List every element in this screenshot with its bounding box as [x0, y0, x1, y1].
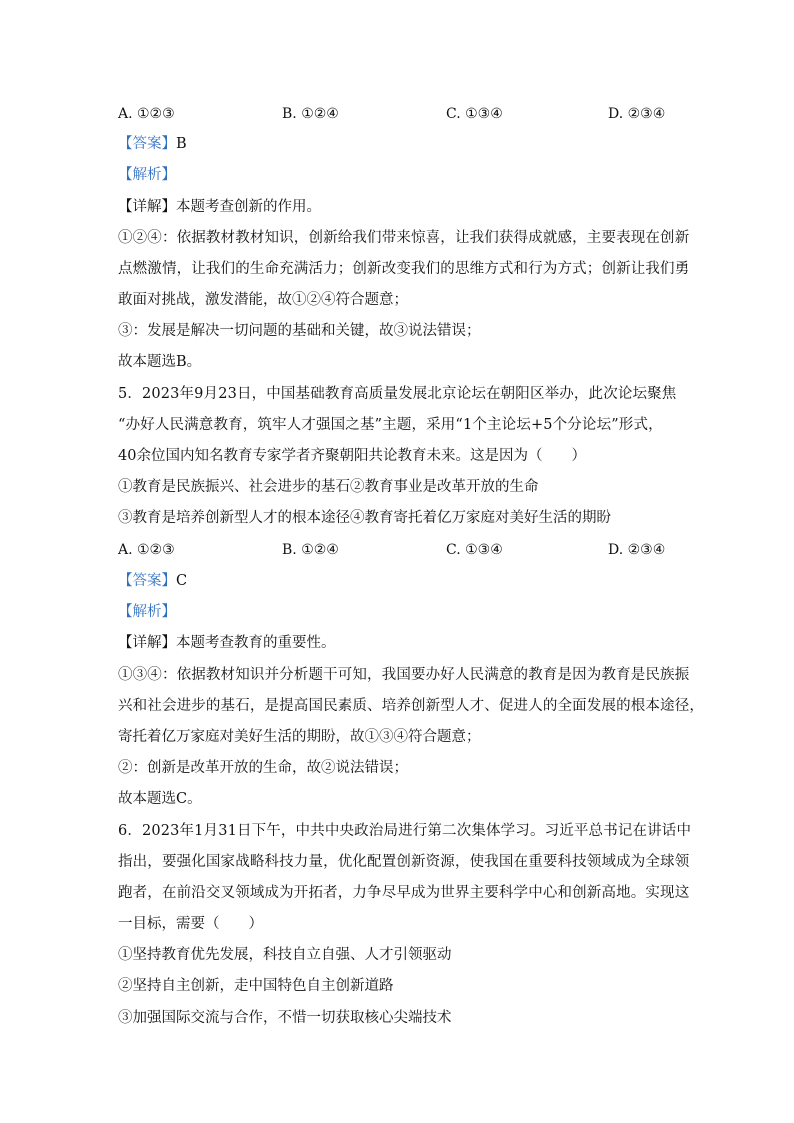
detail-text: 本题考查创新的作用。 — [176, 199, 321, 215]
answer-tag: 【答案】 — [118, 573, 176, 589]
q6-stem-line: 跑者，在前沿交叉领域成为开拓者，力争尽早成为世界主要科学中心和创新高地。实现这 — [118, 885, 690, 901]
q5-explanation-line: ②：创新是改革开放的生命，故②说法错误； — [118, 760, 408, 776]
detail-text: 本题考查教育的重要性。 — [176, 635, 336, 651]
q6-stem-line: 一目标，需要（ ） — [118, 916, 263, 932]
q4-explanation-line: ①②④：依据教材教材知识，创新给我们带来惊喜，让我们获得成就感，主要表现在创新 — [118, 230, 690, 246]
q5-explanation-line: 寄托着亿万家庭对美好生活的期盼，故①③④符合题意； — [118, 729, 481, 745]
q4-explanation-line: 故本题选B。 — [118, 354, 202, 370]
q6-statement-line: ③加强国际交流与合作，不惜一切获取核心尖端技术 — [118, 1010, 452, 1026]
q5-explanation-line: 兴和社会进步的基石，是提高国民素质、培养创新型人才、促进人的全面发展的根本途径， — [118, 698, 704, 714]
q5-stem-line: 5．2023年9月23日，中国基础教育高质量发展北京论坛在朝阳区举办，此次论坛聚焦 — [118, 386, 677, 402]
answer-value: C — [176, 573, 188, 589]
q5-statement-line: ③教育是培养创新型人才的根本途径④教育寄托着亿万家庭对美好生活的期盼 — [118, 510, 611, 526]
q4-explanation-line: ③：发展是解决一切问题的基础和关键，故③说法错误； — [118, 323, 481, 339]
q5-explanation-line: ①③④：依据教材知识并分析题干可知，我国要办好人民满意的教育是因为教育是民族振 — [118, 667, 690, 683]
q5-answer — [118, 571, 187, 591]
q5-option-d: D. ②③④ — [608, 542, 666, 558]
q4-explanation-line: 敢面对挑战，激发潜能，故①②④符合题意； — [118, 292, 408, 308]
q4-option-c: C. ①③④ — [446, 106, 503, 122]
q5-analysis-tag: 【解析】 — [118, 604, 176, 620]
q5-explanation-line: 故本题选C。 — [118, 791, 202, 807]
q5-option-c: C. ①③④ — [446, 542, 503, 558]
q4-option-d: D. ②③④ — [608, 106, 666, 122]
q6-statement-line: ②坚持自主创新，走中国特色自主创新道路 — [118, 978, 394, 994]
q6-stem-line: 指出，要强化国家战略科技力量，优化配置创新资源，使我国在重要科技领域成为全球领 — [118, 854, 690, 870]
answer-value: B — [176, 136, 187, 152]
q4-explanation-line: 点燃激情，让我们的生命充满活力；创新改变我们的思维方式和行为方式；创新让我们勇 — [118, 261, 690, 277]
q6-stem-line: 6．2023年1月31日下午，中共中央政治局进行第二次集体学习。习近平总书记在讲话中 — [118, 823, 692, 839]
q4-answer — [118, 134, 187, 154]
q5-stem-line: 40余位国内知名教育专家学者齐聚朝阳共论教育未来。这是因为（ ） — [118, 448, 586, 464]
answer-tag: 【答案】 — [118, 136, 176, 152]
q4-analysis-tag: 【解析】 — [118, 167, 176, 183]
q6-statement-line: ①坚持教育优先发展，科技自立自强、人才引领驱动 — [118, 947, 452, 963]
q5-detail — [118, 633, 336, 653]
q4-option-b: B. ①②④ — [282, 106, 339, 122]
q5-option-b: B. ①②④ — [282, 542, 339, 558]
detail-tag: 【详解】 — [118, 199, 176, 215]
q4-detail — [118, 197, 321, 217]
q4-option-a: A. ①②③ — [118, 106, 175, 122]
detail-tag: 【详解】 — [118, 635, 176, 651]
q5-stem-line: “办好人民满意教育，筑牢人才强国之基”主题，采用“1个主论坛+5个分论坛”形式， — [118, 417, 663, 433]
q5-option-a: A. ①②③ — [118, 542, 175, 558]
q5-statement-line: ①教育是民族振兴、社会进步的基石②教育事业是改革开放的生命 — [118, 479, 539, 495]
